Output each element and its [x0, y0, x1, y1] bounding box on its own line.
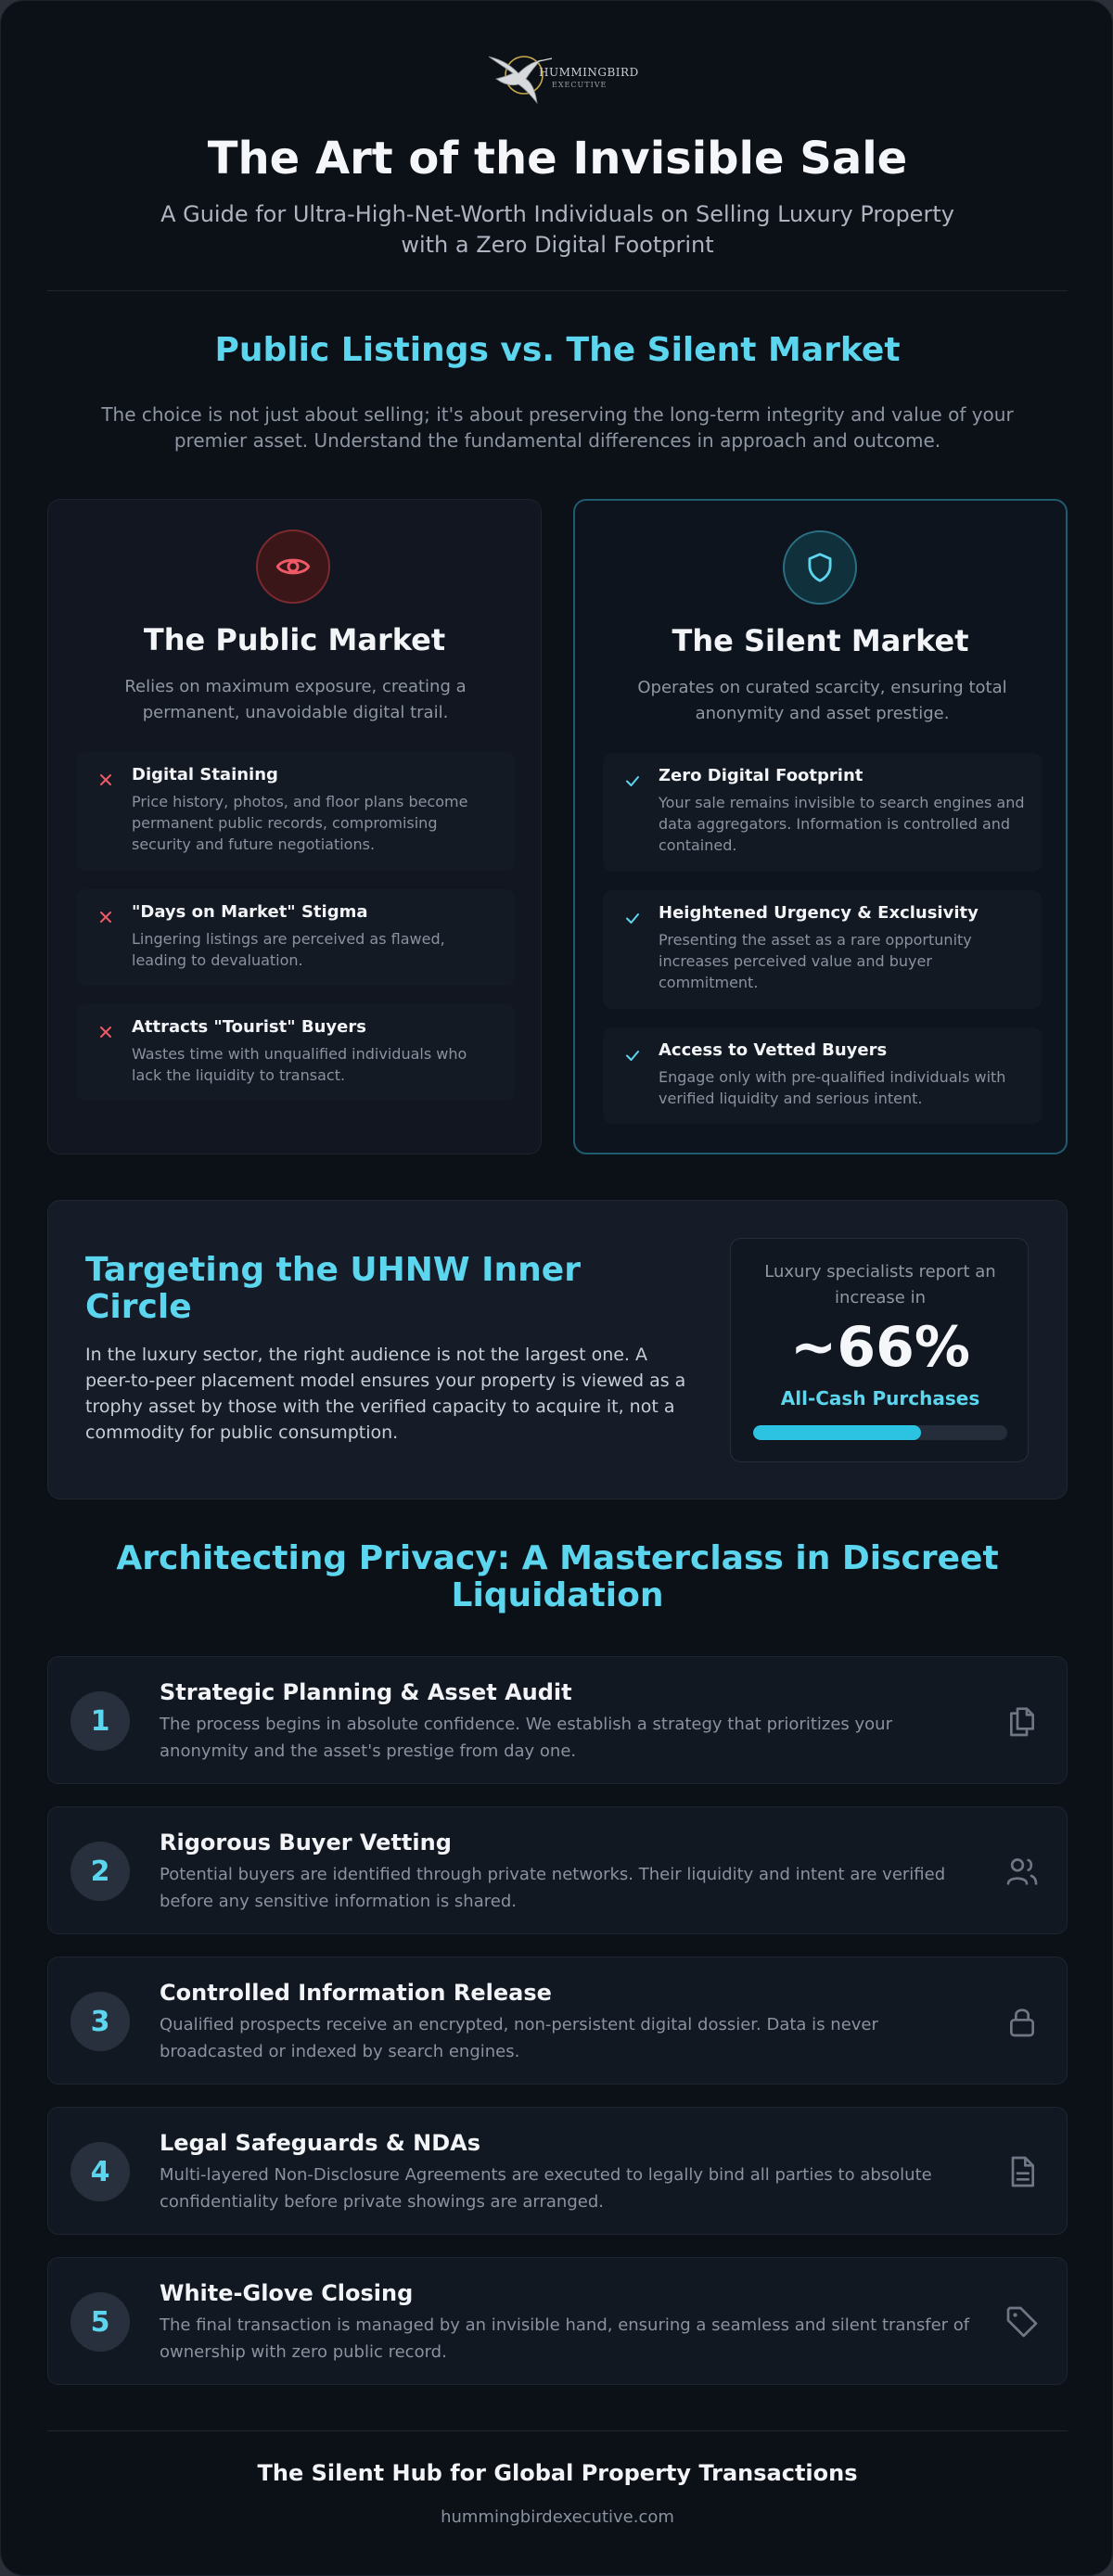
silent-item [603, 890, 1042, 1009]
silent-market-icon-badge [783, 530, 857, 605]
public-item-title: "Days on Market" Stigma [132, 902, 368, 922]
x-icon [96, 908, 115, 926]
footer-website-link[interactable]: hummingbirdexecutive.com [441, 2507, 674, 2527]
targeting-title: Targeting the UHNW Inner Circle [85, 1251, 581, 1326]
check-icon [623, 772, 642, 790]
silent-item-description: Engage only with pre-qualified individuals with verified liquidity and serious intent. [659, 1068, 1006, 1107]
step-description: Qualified prospects receive an encrypted, non-persistent digital dossier. Data is never broadcasted or indexed by search engines. [160, 2015, 878, 2061]
step-number: 2 [70, 1842, 130, 1901]
step-number: 3 [70, 1992, 130, 2051]
silent-item-title: Access to Vetted Buyers [659, 1040, 888, 1060]
step-description: Multi-layered Non-Disclosure Agreements are executed to legally bind all parties to absolute confidentiality before private showings are arranged. [160, 2165, 932, 2212]
process-step [47, 2107, 1068, 2235]
silent-item [603, 1027, 1042, 1124]
hummingbird-logo [483, 45, 639, 112]
silent-market-description: Operates on curated scarcity, ensuring total anonymity and asset prestige. [637, 678, 1007, 723]
step-description: The process begins in absolute confidence. We establish a strategy that prioritizes your anonymity and the asset's prestige from day one. [160, 1715, 892, 1761]
stat-label: Luxury specialists report an increase in [764, 1262, 996, 1307]
footer-tagline: The Silent Hub for Global Property Transactions [257, 2460, 858, 2486]
lock-icon [1004, 2003, 1041, 2040]
hummingbird-icon [483, 45, 632, 112]
step-number: 5 [70, 2292, 130, 2352]
public-item-description: Price history, photos, and floor plans become permanent public records, compromising security and future negotiations. [132, 793, 468, 853]
step-number: 4 [70, 2142, 130, 2201]
divider [47, 290, 1068, 291]
public-item-title: Attracts "Tourist" Buyers [132, 1017, 366, 1037]
stat-progress-fill [753, 1425, 921, 1440]
process-heading: Architecting Privacy: A Masterclass in Discreet Liquidation [116, 1539, 999, 1614]
public-market-description: Relies on maximum exposure, creating a permanent, unavoidable digital trail. [124, 677, 467, 722]
targeting-description: In the luxury sector, the right audience is not the largest one. A peer-to-peer placement model ensures your property is viewed as a trophy asset by those with the verified capacity to acquire it, not a commodity for public consumption. [85, 1345, 686, 1443]
page-title: The Art of the Invisible Sale [207, 133, 908, 185]
process-step [47, 1957, 1068, 2085]
process-step [47, 2257, 1068, 2385]
public-item [76, 1004, 515, 1101]
silent-item [603, 753, 1042, 872]
process-step [47, 1806, 1068, 1934]
silent-item-title: Zero Digital Footprint [659, 766, 864, 785]
step-title: White-Glove Closing [160, 2280, 414, 2306]
silent-market-title: The Silent Market [672, 623, 969, 658]
silent-market-card [573, 499, 1068, 1154]
comparison-heading: Public Listings vs. The Silent Market [214, 331, 901, 369]
step-title: Strategic Planning & Asset Audit [160, 1679, 572, 1705]
public-item-description: Wastes time with unqualified individuals who lack the liquidity to transact. [132, 1045, 467, 1084]
logo-brand-name: HUMMINGBIRD [539, 66, 639, 79]
silent-item-description: Presenting the asset as a rare opportunity increases perceived value and buyer commitment. [659, 931, 972, 991]
public-market-card [47, 499, 542, 1154]
step-description: The final transaction is managed by an invisible hand, ensuring a seamless and silent transfer of ownership with zero public record. [160, 2315, 970, 2362]
public-item-title: Digital Staining [132, 765, 278, 784]
step-description: Potential buyers are identified through private networks. Their liquidity and intent are verified before any sensitive information is shared. [160, 1865, 946, 1911]
stat-progress-bar [753, 1425, 1007, 1440]
check-icon [623, 1046, 642, 1065]
page-subtitle: A Guide for Ultra-High-Net-Worth Individuals on Selling Luxury Property with a Zero Digital Footprint [160, 201, 954, 258]
silent-item-title: Heightened Urgency & Exclusivity [659, 903, 979, 923]
step-title: Rigorous Buyer Vetting [160, 1830, 452, 1855]
public-market-icon-badge [256, 529, 330, 604]
public-market-title: The Public Market [143, 622, 446, 657]
comparison-intro: The choice is not just about selling; it's about preserving the long-term integrity and value of your premier asset. Understand the fundamental differences in approach and outcome. [101, 403, 1014, 452]
x-icon [96, 1023, 115, 1041]
public-item [76, 889, 515, 986]
step-number: 1 [70, 1691, 130, 1751]
shield-icon [802, 550, 838, 585]
public-item-description: Lingering listings are perceived as flawed, leading to devaluation. [132, 930, 445, 969]
document-icon [1004, 2153, 1041, 2190]
users-icon [1004, 1853, 1041, 1890]
stat-caption: All-Cash Purchases [780, 1387, 980, 1409]
step-title: Legal Safeguards & NDAs [160, 2130, 480, 2156]
targeting-panel [47, 1200, 1068, 1499]
x-icon [96, 771, 115, 789]
eye-icon [275, 548, 312, 585]
silent-item-description: Your sale remains invisible to search engines and data aggregators. Information is controlled and contained. [659, 794, 1025, 854]
step-title: Controlled Information Release [160, 1980, 552, 2006]
copy-icon [1004, 1702, 1041, 1740]
public-item [76, 752, 515, 871]
check-icon [623, 909, 642, 927]
process-step [47, 1656, 1068, 1784]
stat-value: ~66% [790, 1315, 970, 1380]
logo-brand-tagline: EXECUTIVE [552, 81, 608, 89]
footer-divider [47, 2430, 1068, 2431]
stat-card [730, 1238, 1029, 1462]
tag-icon [1004, 2303, 1041, 2340]
